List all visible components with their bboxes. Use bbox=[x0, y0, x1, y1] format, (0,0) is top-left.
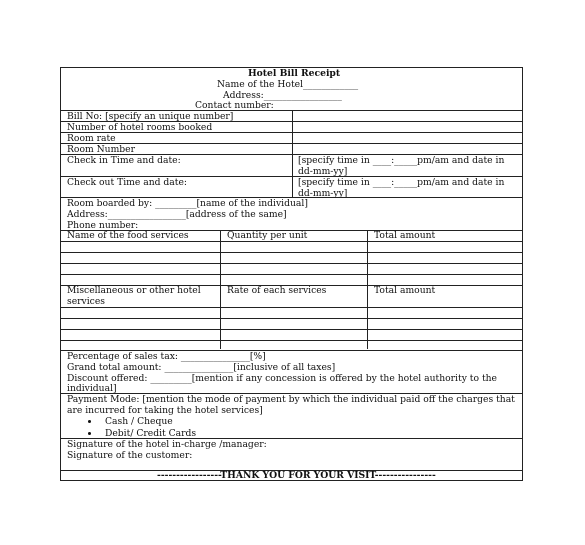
payment-option-cards: Debit/ Credit Cards bbox=[105, 428, 197, 439]
food-header-quantity: Quantity per unit bbox=[227, 230, 308, 241]
check-in-value-line1: [specify time in ____:_____pm/am and date in bbox=[298, 155, 505, 166]
bullet-icon bbox=[88, 432, 91, 435]
table-row bbox=[61, 274, 522, 275]
rooms-booked-label: Number of hotel rooms booked bbox=[67, 122, 213, 133]
discount-line2: individual] bbox=[67, 383, 117, 394]
check-in-value-line2: dd-mm-yy] bbox=[298, 166, 348, 177]
guest-address-line: Address:_________________[address of the same] bbox=[67, 209, 287, 220]
hotel-signature-line: Signature of the hotel in-charge /manager: bbox=[67, 439, 267, 450]
payment-mode-line2: are incurred for taking the hotel services] bbox=[67, 405, 263, 416]
table-row bbox=[61, 263, 522, 264]
payment-option-cash: Cash / Cheque bbox=[105, 416, 173, 427]
room-number-label: Room Number bbox=[67, 144, 135, 155]
food-header-name: Name of the food services bbox=[67, 230, 189, 241]
guest-phone-line: Phone number: bbox=[67, 220, 139, 231]
room-boarded-by-line: Room boarded by: _________[name of the individual] bbox=[67, 198, 308, 209]
table-row bbox=[61, 252, 522, 253]
thank-you-footer: -----------------THANK YOU FOR YOUR VISIT---------------- bbox=[157, 470, 436, 481]
misc-header-name-line2: services bbox=[67, 296, 105, 307]
hotel-name-line: Name of the Hotel____________ bbox=[217, 79, 359, 90]
bill-number-label: Bill No: [specify an unique number] bbox=[67, 111, 234, 122]
hotel-address-line: Address:_________________ bbox=[223, 90, 342, 101]
check-in-label: Check in Time and date: bbox=[67, 155, 181, 166]
hotel-bill-receipt bbox=[60, 67, 523, 481]
food-header-total: Total amount bbox=[374, 230, 436, 241]
room-rate-label: Room rate bbox=[67, 133, 116, 144]
bullet-icon bbox=[88, 420, 91, 423]
hotel-contact-line: Contact number: bbox=[195, 100, 274, 111]
table-row bbox=[61, 318, 522, 319]
customer-signature-line: Signature of the customer: bbox=[67, 450, 193, 461]
misc-header-name-line1: Miscellaneous or other hotel bbox=[67, 285, 201, 296]
check-out-value-line2: dd-mm-yy] bbox=[298, 188, 348, 199]
check-out-value-line1: [specify time in ____:_____pm/am and date in bbox=[298, 177, 505, 188]
grand-total-line: Grand total amount: _______________[inclusive of all taxes] bbox=[67, 362, 336, 373]
payment-mode-line1: Payment Mode: [mention the mode of payment by which the individual paid off the charges that bbox=[67, 394, 515, 405]
misc-header-rate: Rate of each services bbox=[227, 285, 327, 296]
table-row bbox=[61, 329, 522, 330]
sales-tax-line: Percentage of sales tax: _______________[%] bbox=[67, 351, 266, 362]
table-row bbox=[61, 340, 522, 341]
check-out-label: Check out Time and date: bbox=[67, 177, 187, 188]
discount-line1: Discount offered: _________[mention if any concession is offered by the hotel authority to the bbox=[67, 373, 497, 384]
misc-header-total: Total amount bbox=[374, 285, 436, 296]
receipt-title: Hotel Bill Receipt bbox=[248, 68, 341, 79]
